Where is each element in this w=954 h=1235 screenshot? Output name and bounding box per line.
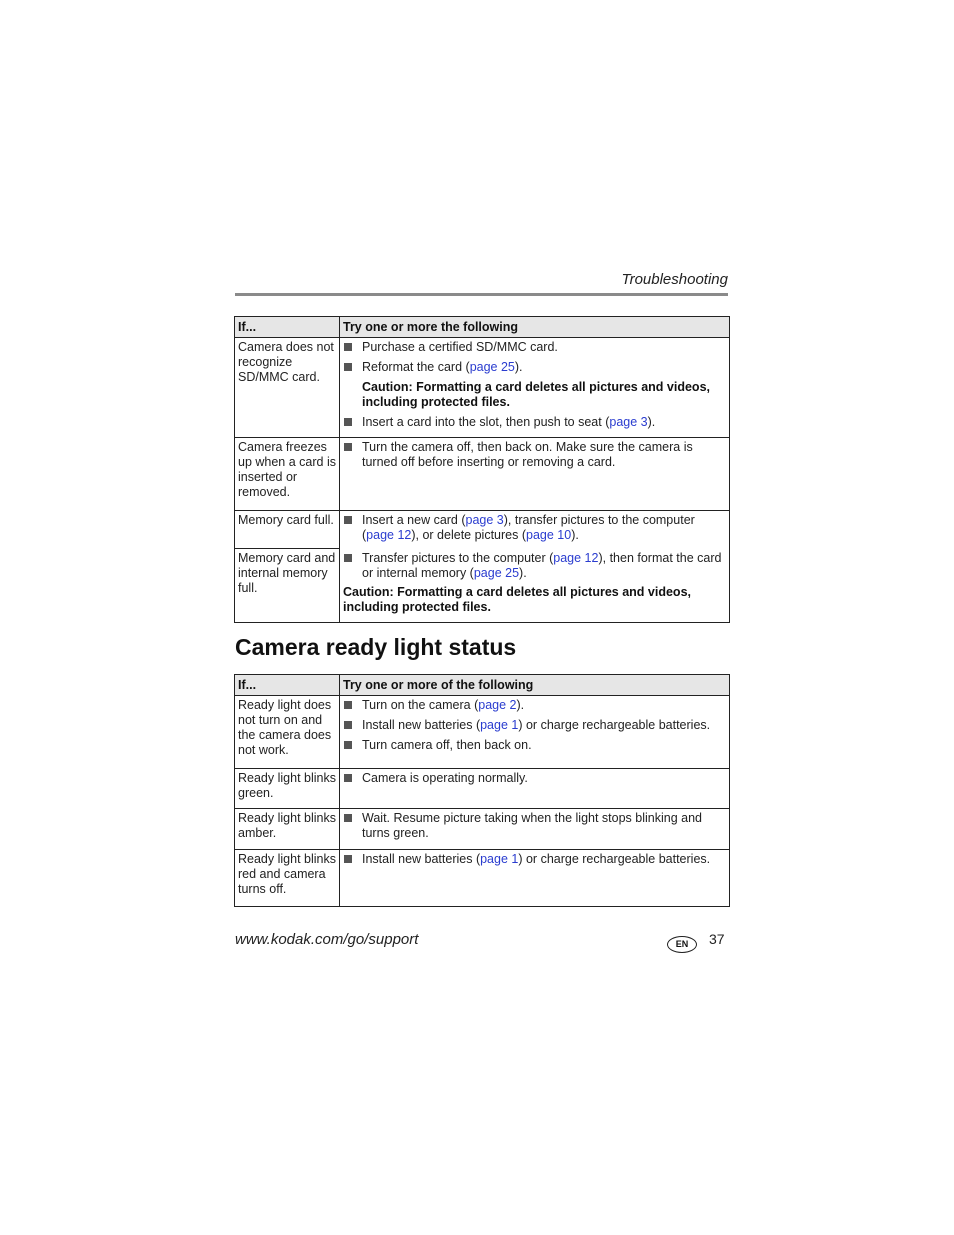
condition-cell: Ready light blinks green. [235, 769, 340, 809]
bullet-square-icon [344, 554, 352, 562]
bullet-item: Insert a new card (page 3), transfer pictures to the computer (page 12), or delete pictures (page 10). [343, 513, 725, 543]
table-row [235, 438, 730, 511]
caution-note: Caution: Formatting a card deletes all pictures and videos, including protected files. [362, 380, 710, 409]
condition-cell: Camera freezes up when a card is inserted or removed. [235, 438, 340, 511]
bullet-square-icon [344, 343, 352, 351]
page-link[interactable]: page 1 [480, 718, 519, 732]
bullet-item: Wait. Resume picture taking when the light stops blinking and turns green. [343, 811, 725, 841]
column-header-if: If... [235, 317, 340, 338]
table-header-row [235, 675, 730, 696]
column-header-if: If... [235, 675, 340, 696]
page-number: 37 [709, 931, 725, 947]
bullet-item: Turn camera off, then back on. [343, 738, 725, 753]
caution-note: Caution: Formatting a card deletes all pictures and videos, including protected files. [343, 584, 691, 614]
bullet-square-icon [344, 363, 352, 371]
condition-cell: Ready light does not turn on and the camera does not work. [235, 696, 340, 769]
bullet-item: Transfer pictures to the computer (page 12), then format the card or internal memory (page 25). [343, 551, 725, 581]
solution-cell [340, 549, 730, 623]
solution-cell [340, 809, 730, 850]
bullet-item: Turn the camera off, then back on. Make sure the camera is turned off before inserting or removing a card. [343, 440, 725, 470]
bullet-item: Turn on the camera (page 2). [343, 698, 725, 713]
support-url-link[interactable]: www.kodak.com/go/support [235, 931, 419, 948]
table-row [235, 850, 730, 907]
page-link[interactable]: page 25 [473, 565, 520, 580]
condition-cell: Memory card and internal memory full. [235, 549, 340, 623]
section-title: Camera ready light status [235, 634, 517, 660]
page-link[interactable]: page 12 [553, 550, 599, 565]
bullet-item: Camera is operating normally. [343, 771, 725, 786]
solution-cell [340, 338, 730, 438]
table-row [235, 338, 730, 438]
condition-cell: Camera does not recognize SD/MMC card. [235, 338, 340, 438]
solution-cell [340, 769, 730, 809]
bullet-item: Insert a card into the slot, then push to seat (page 3). [343, 415, 725, 430]
table-row [235, 696, 730, 769]
page-link[interactable]: page 12 [366, 528, 412, 542]
bullet-square-icon [344, 721, 352, 729]
page-link[interactable]: page 2 [478, 698, 517, 712]
solution-cell [340, 511, 730, 549]
bullet-item: Install new batteries (page 1) or charge rechargeable batteries. [343, 718, 725, 733]
bullet-item: Purchase a certified SD/MMC card. [343, 340, 725, 355]
table-header-row [235, 317, 730, 338]
bullet-item: Install new batteries (page 1) or charge rechargeable batteries. [343, 852, 725, 867]
bullet-square-icon [344, 741, 352, 749]
page-link[interactable]: page 3 [609, 415, 648, 429]
table-row [235, 549, 730, 623]
solution-cell [340, 696, 730, 769]
ready-light-table [234, 674, 730, 907]
table-row [235, 511, 730, 549]
page-link[interactable]: page 10 [526, 528, 572, 542]
bullet-square-icon [344, 855, 352, 863]
condition-cell: Memory card full. [235, 511, 340, 549]
bullet-square-icon [344, 418, 352, 426]
column-header-try: Try one or more the following [340, 317, 730, 338]
troubleshooting-table [234, 316, 730, 623]
solution-cell [340, 438, 730, 511]
condition-cell: Ready light blinks amber. [235, 809, 340, 850]
page-link[interactable]: page 25 [469, 360, 515, 374]
column-header-try: Try one or more of the following [340, 675, 730, 696]
page-link[interactable]: page 1 [480, 852, 519, 866]
solution-cell [340, 850, 730, 907]
bullet-square-icon [344, 516, 352, 524]
bullet-square-icon [344, 443, 352, 451]
running-header: Troubleshooting [621, 271, 728, 288]
header-rule [235, 293, 728, 296]
bullet-square-icon [344, 701, 352, 709]
table-row [235, 769, 730, 809]
bullet-square-icon [344, 814, 352, 822]
table-row [235, 809, 730, 850]
condition-cell: Ready light blinks red and camera turns off. [235, 850, 340, 907]
language-badge: EN [667, 936, 697, 953]
bullet-square-icon [344, 774, 352, 782]
bullet-item: Reformat the card (page 25). [343, 360, 725, 375]
page-link[interactable]: page 3 [465, 513, 504, 527]
